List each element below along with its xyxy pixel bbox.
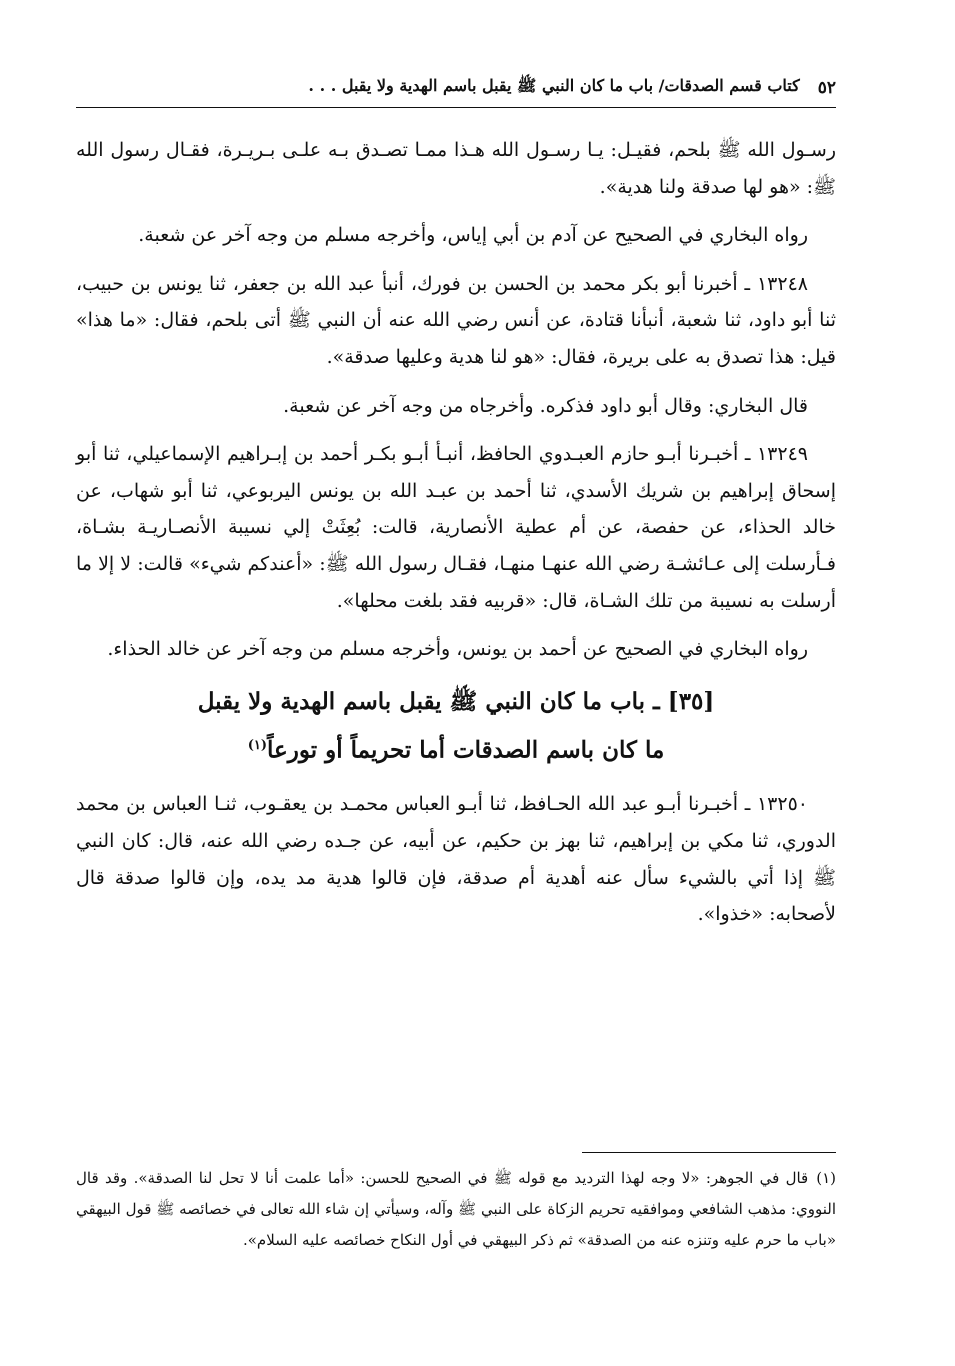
page-number: ٥٢ <box>817 77 836 98</box>
chapter-title-line-1: [٣٥] ـ باب ما كان النبي ﷺ يقبل باسم الهدية ولا يقبل <box>197 687 715 715</box>
footnote-marker: (١) <box>816 1169 836 1187</box>
paragraph-bukhari-note: قال البخاري: وقال أبو داود فذكره. وأخرجاه من وجه آخر عن شعبة. <box>283 394 808 417</box>
footnote-text: قال في الجوهر: «لا وجه لهذا الترديد مع قوله ﷺ في الصحيح للحسن: «أما علمت أنا لا تحل لنا الصدقة». وقد قال النووي: مذهب الشافعي وموافقيه تحريم الزكاة على النبي ﷺ وآله، وسيأتي إن شاء الله تعالى في خصائصه ﷺ قول البيهقي «باب ما حرم عليه وتنزه عنه من الصدقة» ثم ذكر البيهقي في أول النكاح خصائصه عليه السلام». <box>76 1169 836 1249</box>
running-title: كتاب قسم الصدقات/ باب ما كان النبي ﷺ يقبل باسم الهدية ولا يقبل . . . <box>308 76 800 95</box>
hadith-13249: ١٣٢٤٩ ـ أخبـرنا أبـو حازم العبـدوي الحافظ، أنبـأ أبـو بكـر أحمد بن إبـراهيم الإسماعيلي، ثنا أبو إسحاق إبراهيم بن شريك الأسدي، ثنا أحمد بن عبـد الله بن يونس اليربوعي، ثنا أبو شهاب، عن خالد الحذاء، عن حفصة، عن أم عطية الأنصارية، قالت: بُعِثَتْ إلي نسيبة الأنصـاريـة بشـاة، فـأرسلت إلى عـائشـة رضي الله عنهـا منهـا، فقـال رسول الله ﷺ: «أعندكم شيء» قالت: لا إلا ما أرسلت به نسيبة من تلك الشـاة، قال: «قربيه فقد بلغت محلها». <box>76 443 836 612</box>
hadith-13248: ١٣٢٤٨ ـ أخبرنا أبو بكر محمد بن الحسن بن فورك، أنبأ عبد الله بن جعفر، ثنا يونس بن حبيب، ثنا أبو داود، ثنا شعبة، أنبأنا قتادة، عن أنس رضي الله عنه أن النبي ﷺ أتى بلحم، فقال: «ما هذا» قيل: هذا تصدق به على بريرة، فقال: «هو لنا هدية وعليها صدقة». <box>76 272 836 368</box>
footnote-separator <box>582 1152 836 1153</box>
footnote-reference[interactable]: (١) <box>247 737 267 753</box>
main-text <box>76 132 836 945</box>
footnote <box>76 1163 836 1256</box>
page-header <box>76 72 836 108</box>
hadith-13250: ١٣٢٥٠ ـ أخبـرنا أبـو عبد الله الحـافظ، ثنا أبـو العباس محمـد بن يعقـوب، ثنـا العباس بن محمد الدوري، ثنا مكي بن إبراهيم، ثنا بهز بن حكيم، عن أبيه، عن جـده رضي الله عنه، قال: كان النبي ﷺ إذا أتي بالشيء سأل عنه أهدية أم صدقة، فإن قالوا هدية مد يده، وإن قالوا صدقة قال لأصحابه: «خذوا». <box>76 793 836 926</box>
chapter-heading <box>76 680 836 773</box>
paragraph-1: رسـول الله ﷺ بلحم، فقيـل: يـا رسـول الله هـذا ممـا تصـدق بـه علـى بـريـرة، فقـال رسول الله ﷺ: «هو لها صدقة ولنا هدية». <box>76 139 836 198</box>
paragraph-riwaya: رواه البخاري في الصحيح عن أحمد بن يونس، وأخرجه مسلم من وجه آخر عن خالد الحذاء. <box>107 638 808 661</box>
chapter-title-line-2-wrap <box>76 724 836 773</box>
paragraph-2: رواه البخاري في الصحيح عن آدم بن أبي إياس، وأخرجه مسلم من وجه آخر عن شعبة. <box>138 224 808 247</box>
chapter-title-line-2: ما كان باسم الصدقات أما تحريماً أو تورعاً <box>267 736 665 764</box>
